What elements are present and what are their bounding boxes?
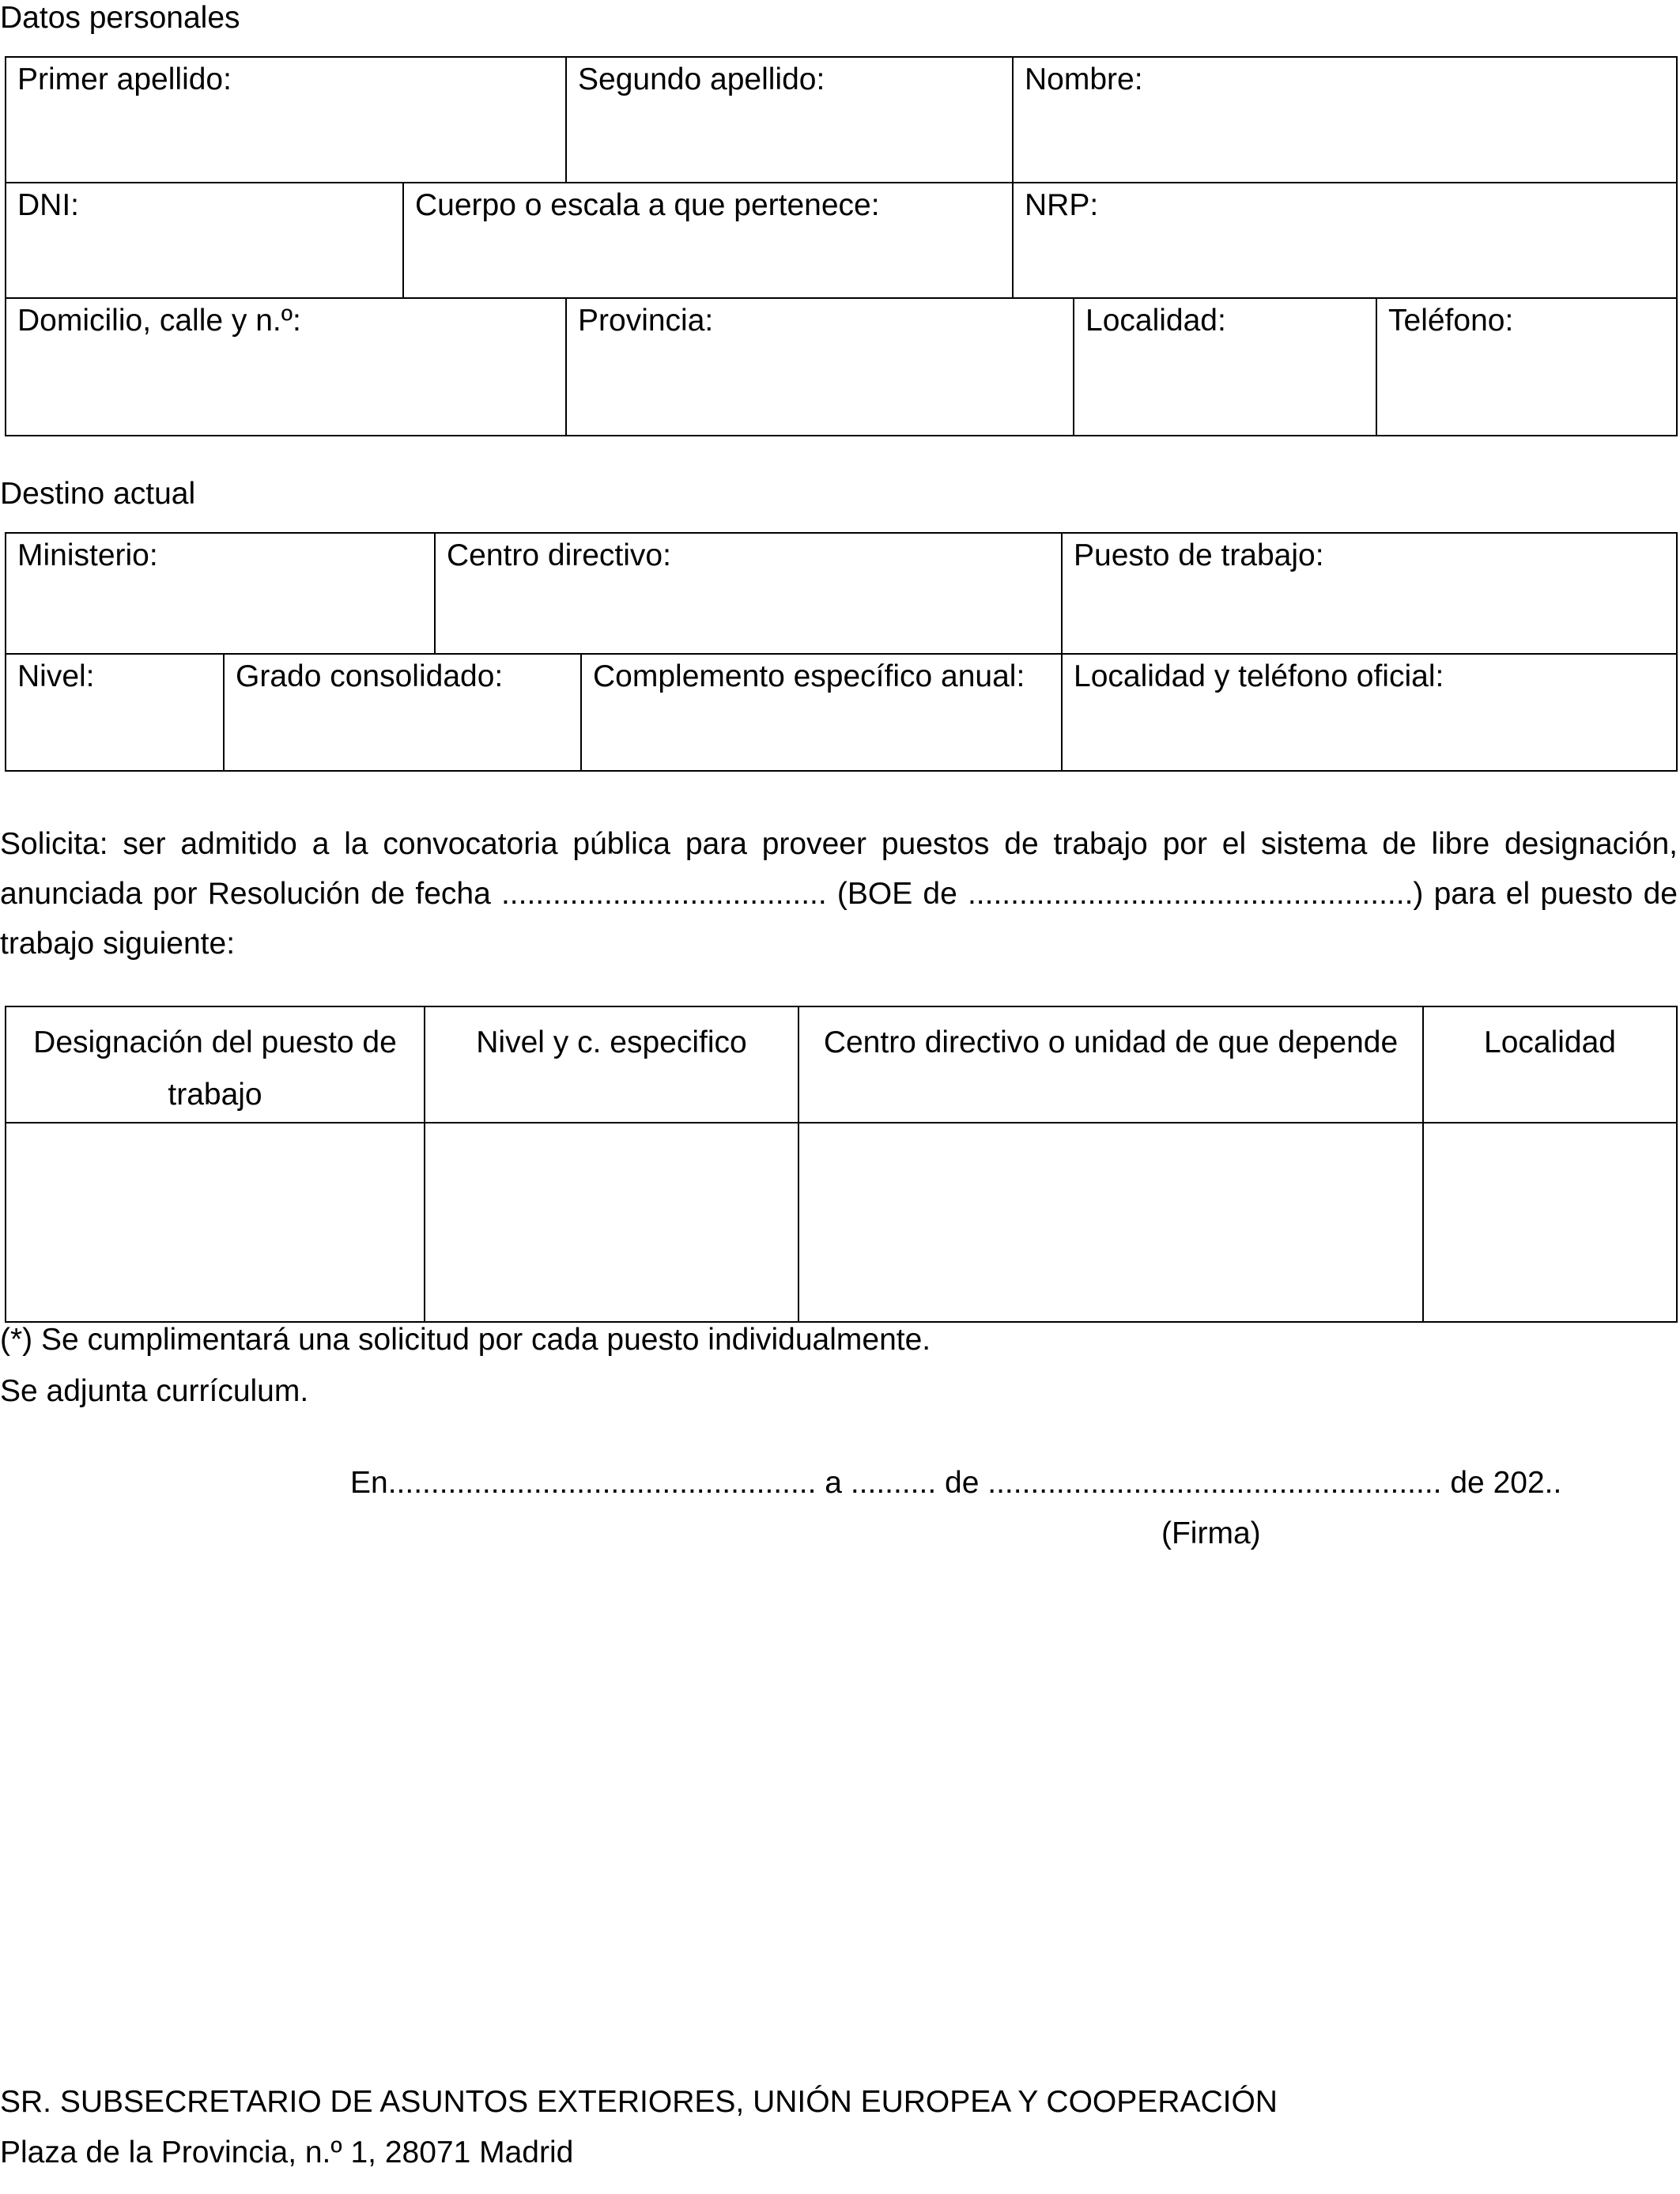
addressee-title: SR. SUBSECRETARIO DE ASUNTOS EXTERIORES, UNIÓN EUROPEA Y COOPERACIÓN [0, 2085, 1278, 2119]
puesto-table [5, 1006, 1678, 1323]
provincia-field[interactable]: Provincia: [566, 298, 1074, 436]
telefono-field[interactable]: Teléfono: [1376, 298, 1677, 436]
ministerio-field[interactable]: Ministerio: [6, 533, 435, 654]
localidad-cell[interactable] [1423, 1123, 1677, 1322]
cuerpo-escala-field[interactable]: Cuerpo o escala a que pertenece: [403, 183, 1013, 298]
header-designacion-puesto: Designación del puesto de trabajo [6, 1006, 425, 1123]
place-date-line: En.................................................. a .......... de ..................................................... de 202.. [350, 1466, 1562, 1500]
centro-directivo-field[interactable]: Centro directivo: [435, 533, 1062, 654]
nivel-field[interactable]: Nivel: [6, 654, 224, 771]
personal-data-table [5, 56, 1678, 436]
nivel-especifico-cell[interactable] [425, 1123, 798, 1322]
localidad-telefono-oficial-field[interactable]: Localidad y teléfono oficial: [1062, 654, 1677, 771]
addressee-address: Plaza de la Provincia, n.º 1, 28071 Madrid [0, 2135, 574, 2169]
dni-field[interactable]: DNI: [6, 183, 403, 298]
asterisk-note: (*) Se cumplimentará una solicitud por cada puesto individualmente. [0, 1323, 931, 1357]
primer-apellido-field[interactable]: Primer apellido: [6, 57, 566, 183]
centro-directivo-cell[interactable] [798, 1123, 1423, 1322]
domicilio-field[interactable]: Domicilio, calle y n.º: [6, 298, 566, 436]
complemento-especifico-field[interactable]: Complemento específico anual: [581, 654, 1062, 771]
puesto-trabajo-field[interactable]: Puesto de trabajo: [1062, 533, 1677, 654]
firma-label: (Firma) [1161, 1516, 1261, 1550]
segundo-apellido-field[interactable]: Segundo apellido: [566, 57, 1013, 183]
grado-consolidado-field[interactable]: Grado consolidado: [224, 654, 581, 771]
section-title-destino-actual: Destino actual [0, 477, 196, 511]
nrp-field[interactable]: NRP: [1013, 183, 1677, 298]
solicita-paragraph: Solicita: ser admitido a la convocatoria pública para proveer puestos de trabajo por el sistema de libre designación, anunciada por Resolución de fecha ...................................... (BOE de ....................................................) para el puesto de trabajo siguiente: [0, 827, 1678, 961]
curriculum-note: Se adjunta currículum. [0, 1374, 309, 1408]
nombre-field[interactable]: Nombre: [1013, 57, 1677, 183]
header-localidad: Localidad [1423, 1006, 1677, 1123]
destino-actual-table [5, 532, 1678, 772]
header-centro-directivo: Centro directivo o unidad de que depende [798, 1006, 1423, 1123]
designacion-puesto-cell[interactable] [6, 1123, 425, 1322]
localidad-field[interactable]: Localidad: [1074, 298, 1376, 436]
section-title-datos-personales: Datos personales [0, 1, 240, 35]
header-nivel-especifico: Nivel y c. especifico [425, 1006, 798, 1123]
